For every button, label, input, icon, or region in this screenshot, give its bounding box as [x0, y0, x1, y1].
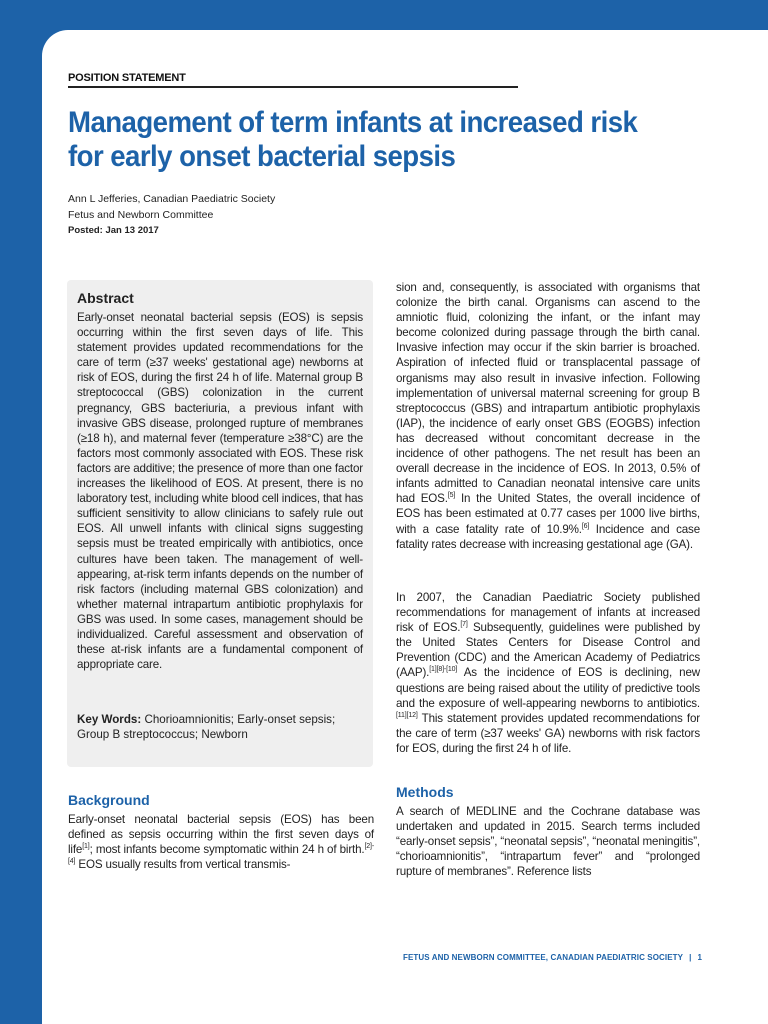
citation-link[interactable]: [1][8]-[10]: [429, 666, 458, 674]
citation-link[interactable]: [6]: [581, 522, 590, 530]
background-text-1: Early-onset neonatal bacterial sepsis (EOS) has been defined as sepsis occurring within the first seven days of life: [68, 813, 374, 857]
page-title: Management of term infants at increased risk for early onset bacterial sepsis: [68, 106, 638, 173]
logo-wordmark: [656, 68, 715, 116]
intro-text-2c: As the incidence of EOS is declining, new questions are being raised about the utility of predictive tools and the exposure of well-appearing newborns to antibiotics.: [396, 666, 700, 710]
background-text: [68, 812, 374, 872]
author-name: Ann L Jefferies, Canadian Paediatric Society: [68, 193, 276, 205]
keywords: [77, 712, 363, 742]
logo-line-2: Paediatric: [656, 85, 716, 99]
background-heading: Background: [68, 792, 150, 808]
citation-link[interactable]: [11][12]: [396, 711, 418, 719]
abstract-heading: Abstract: [77, 290, 134, 306]
citation-link[interactable]: [5]: [447, 492, 456, 500]
methods-text: A search of MEDLINE and the Cochrane database was undertaken and updated in 2015. Search terms included “early-onset sepsis”, “neonatal sepsis”, “neonatal meningitis”, “chorioamnionitis”, “intrapartum fever” and “prolonged rupture of membranes”. Reference lists: [396, 805, 700, 879]
intro-text-2b: Subsequently, guidelines were published by the United States Centers for Disease Control and Prevention (CDC) and the American Academy of Pediatrics (AAP).: [396, 621, 701, 680]
logo-line-3: Society: [656, 101, 701, 115]
page-footer: [403, 953, 702, 962]
committee-name: Fetus and Newborn Committee: [68, 208, 214, 221]
page-number: 1: [697, 953, 702, 962]
intro-text-1b: In the United States, the overall incidence of EOS has been estimated at 0.77 cases per 1000 live births, with a case fatality rate of 10.9%.: [396, 492, 701, 536]
abstract-text: Early-onset neonatal bacterial sepsis (EOS) is sepsis occurring within the first seven days of life. This statement provides updated recommendations for the care of term (≥37 weeks' gestational age) newborns at risk of EOS, during the first 24 h of life. Maternal group B streptococcal (GBS) colonization in the current pregnancy, GBS bacteriuria, a previous infant with invasive GBS disease, prolonged rupture of membranes (≥18 h), and maternal fever (temperature ≥38°C) are the factors most commonly associated with EOS. These risk factors are additive; the presence of more than one factor increases the likelihood of EOS. At present, there is no laboratory test, including white blood cell indices, that has sufficient sensitivity to allow clinicians to safely rule out EOS. All unwell infants with clinical signs suggesting sepsis must be treated empirically with antibiotics, once cultures have been taken. The management of well-appearing, at-risk term infants depends on the number of risk factors (including maternal GBS colonization) and whether maternal intrapartum antibiotic prophylaxis for GBS was used. In some cases, management should be individualized. Careful assessment and observation of these at-risk infants are a fundamental component of appropriate care.: [77, 311, 364, 672]
footer-text: FETUS AND NEWBORN COMMITTEE, CANADIAN PAEDIATRIC SOCIETY: [402, 953, 684, 962]
citation-link[interactable]: [1]: [82, 843, 90, 851]
methods-heading: Methods: [396, 784, 454, 800]
background-text-2: ; most infants become symptomatic within 24 h of birth.: [89, 843, 365, 857]
intro-paragraph-2: [396, 590, 700, 756]
intro-text-2d: This statement provides updated recommendations for the care of term (≥37 weeks' GA) newborns with risk factors for EOS, during the first 24 h of life.: [396, 711, 700, 755]
intro-paragraph-1: [396, 280, 700, 552]
citation-link[interactable]: [7]: [460, 621, 468, 629]
posted-date: Posted: Jan 13 2017: [68, 225, 159, 236]
intro-text-1c: Incidence and case fatality rates decrease with increasing gestational age (GA).: [396, 522, 700, 551]
abstract-box: [67, 280, 373, 767]
maple-leaf-child-icon: [592, 30, 658, 110]
keywords-label: Key Words:: [77, 713, 142, 726]
keywords-list: Chorioamnionitis; Early-onset sepsis; Group B streptococcus; Newborn: [77, 713, 336, 742]
intro-text-2a: In 2007, the Canadian Paediatric Society published recommendations for management of infants at increased risk of EOS.: [396, 591, 700, 635]
logo-line-1: Canadian: [656, 69, 713, 83]
intro-text-1a: sion and, consequently, is associated with organisms that colonize the birth canal. Organisms can ascend to the amniotic fluid, colonizing the infant, or the infant may become colonized during passage through the birth canal. Invasive infection may occur if the skin barrier is broached. Aspiration of infected fluid or transplacental passage of organisms may also result in invasive infection. Following implementation of universal maternal screening for group B streptococcus (GBS) and intrapartum antibiotic prophylaxis (IAP), the incidence of early onset GBS (EOGBS) infection has decreased without concomitant decrease in the incidence of other pathogens. The net result has been an overall decrease in the incidence of EOS. In 2013, 0.5% of infants admitted to Canadian neonatal intensive care units had EOS.: [396, 281, 700, 506]
citation-link[interactable]: [2]-[4]: [68, 843, 374, 866]
author-block: [68, 192, 275, 239]
footer-separator: |: [689, 953, 692, 962]
background-text-3: EOS usually results from vertical transmis-: [75, 858, 291, 872]
document-type-label: POSITION STATEMENT: [68, 72, 518, 88]
